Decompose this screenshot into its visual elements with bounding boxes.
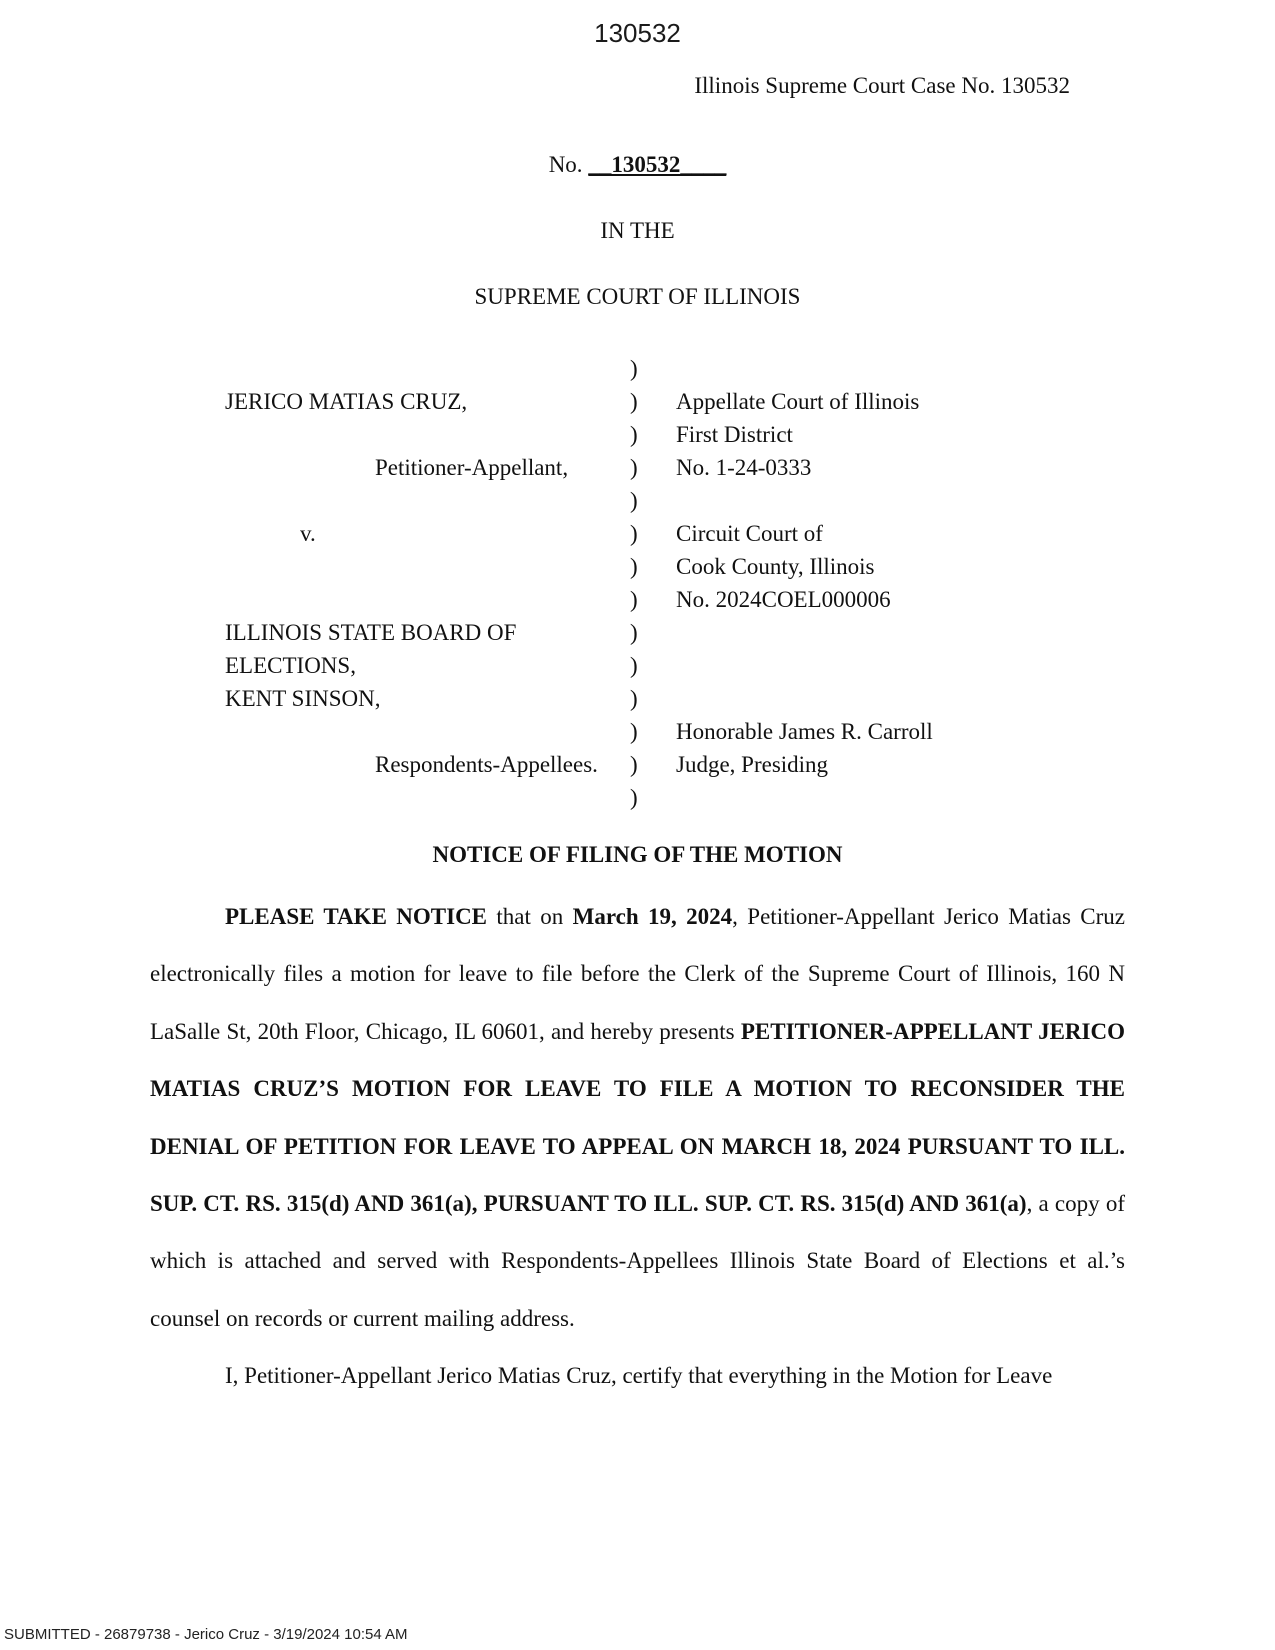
caption-courts	[676, 352, 1016, 814]
caption-paren: )	[630, 455, 638, 480]
respondent-line: ILLINOIS STATE BOARD OF	[225, 620, 517, 645]
caption-paren: )	[630, 587, 638, 612]
circuit-line: Cook County, Illinois	[676, 554, 875, 579]
docket-prefix: No.	[548, 152, 589, 177]
caption-paren: )	[630, 521, 638, 546]
motion-title: PETITIONER-APPELLANT JERICO MATIAS CRUZ’S MOTION FOR LEAVE TO FILE A MOTION TO RECONSIDER THE DENIAL OF PETITION FOR LEAVE TO APPEAL ON MARCH 18, 2024 PURSUANT TO ILL. SUP. CT. RS. 315(d) AND 361(a), PURSUANT TO ILL. SUP. CT. RS. 315(d) AND 361(a)	[150, 1018, 1125, 1217]
caption-paren: )	[630, 389, 638, 414]
docket-number	[0, 152, 1275, 178]
submission-footer: SUBMITTED - 26879738 - Jerico Cruz - 3/19/2024 10:54 AM	[4, 1626, 408, 1643]
petitioner-role: Petitioner-Appellant,	[375, 455, 569, 480]
caption-paren: )	[630, 752, 638, 777]
caption-paren: )	[630, 356, 638, 381]
caption-paren: )	[630, 785, 638, 810]
judge-line: Judge, Presiding	[676, 752, 829, 777]
caption-paren: )	[630, 422, 638, 447]
notice-paragraph: PLEASE TAKE NOTICE that on March 19, 2024, Petitioner-Appellant Jerico Matias Cruz electronically files a motion for leave to file before the Clerk of the Supreme Court of Illinois, 160 N LaSalle St, 20th Floor, Chicago, IL 60601, and hereby presents PETITIONER-APPELLANT JERICO MATIAS CRUZ’S MOTION FOR LEAVE TO FILE A MOTION TO RECONSIDER THE DENIAL OF PETITION FOR LEAVE TO APPEAL ON MARCH 18, 2024 PURSUANT TO ILL. SUP. CT. RS. 315(d) AND 361(a), PURSUANT TO ILL. SUP. CT. RS. 315(d) AND 361(a), a copy of which is attached and served with Respondents-Appellees Illinois State Board of Elections et al.’s counsel on records or current mailing address.	[150, 904, 1126, 1331]
versus: v.	[300, 521, 316, 546]
judge-line: Honorable James R. Carroll	[676, 719, 933, 744]
appellate-line: No. 1-24-0333	[676, 455, 812, 480]
respondent-line: KENT SINSON,	[225, 686, 381, 711]
court-intro: IN THE	[600, 218, 675, 243]
filing-date: March 19, 2024	[572, 904, 733, 929]
circuit-line: Circuit Court of	[676, 521, 823, 546]
caption-paren: )	[630, 686, 638, 711]
caption-parties	[225, 352, 625, 814]
appellate-line: First District	[676, 422, 793, 447]
caption-parentheses	[630, 352, 650, 814]
notice-body	[150, 888, 1125, 1405]
court-name: SUPREME COURT OF ILLINOIS	[474, 284, 801, 309]
case-reference: Illinois Supreme Court Case No. 130532	[694, 73, 1070, 98]
caption-paren: )	[630, 719, 638, 744]
circuit-line: No. 2024COEL000006	[676, 587, 891, 612]
caption-paren: )	[630, 620, 638, 645]
page-stamp: 130532	[594, 18, 681, 48]
certification-paragraph: I, Petitioner-Appellant Jerico Matias Cruz, certify that everything in the Motion for Leave	[225, 1363, 1053, 1389]
caption-paren: )	[630, 488, 638, 513]
petitioner-name: JERICO MATIAS CRUZ,	[225, 389, 468, 414]
respondent-line: ELECTIONS,	[225, 653, 356, 678]
notice-heading: NOTICE OF FILING OF THE MOTION	[432, 842, 843, 867]
docket-value: __130532____	[588, 152, 727, 177]
appellate-line: Appellate Court of Illinois	[676, 389, 920, 414]
notice-lead: PLEASE TAKE NOTICE	[225, 904, 488, 929]
caption-paren: )	[630, 554, 638, 579]
caption-paren: )	[630, 653, 638, 678]
respondents-role: Respondents-Appellees.	[375, 752, 598, 777]
